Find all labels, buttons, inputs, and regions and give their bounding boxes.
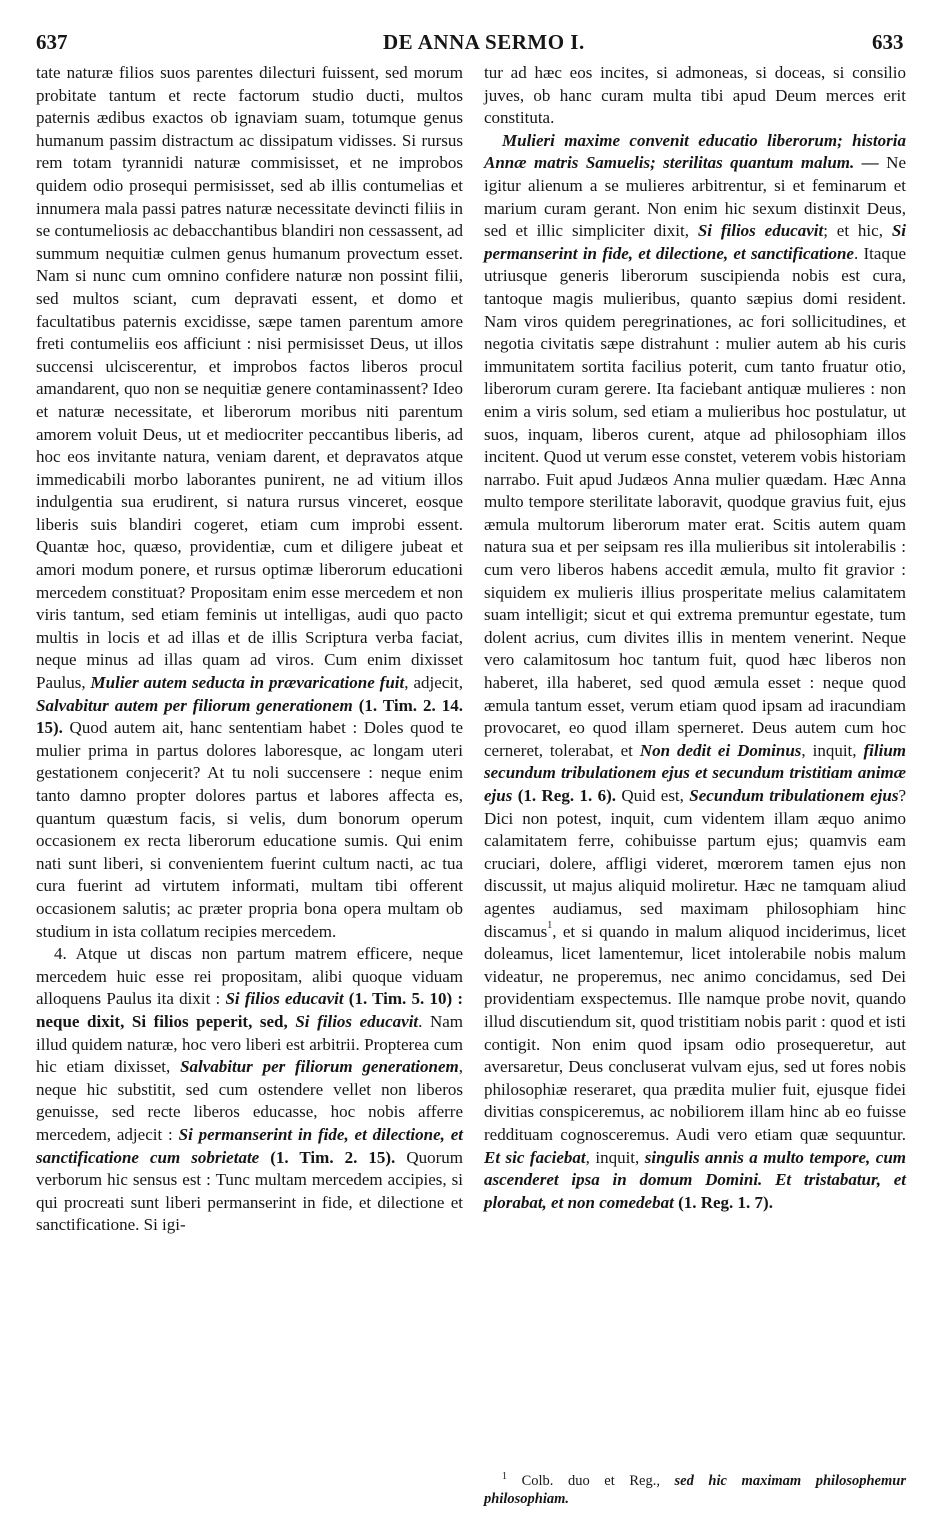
section-paragraph: Mulieri maxime convenit educatio liberorum; historia Annæ matris Samuelis; sterilitas quantum malum. — Ne igitur alienum a se mulieres arbitrentur, si et feminarum et marium curam gerant. Non enim hic sexum distinxit Deus, sed et illic simpliciter dixit, Si filios educavit; et hic, Si permanserint in fide, et dilectione, et sanctificatione. Itaque utriusque generis liberorum suscipienda nobis est cura, tantoque magis mulieribus, quanto sæpius domi resident. Nam viros quidem peregrinationes, ac fori sollicitudines, et negotia civitatis sæpe distrahunt : mulier autem ab his curis immunitatem sortita facilius poterit, cum tanto fruatur otio, liberorum curam gerere. Ita faciebant antiquæ mulieres : non enim a viris solum, sed etiam a mulieribus hoc postulatur, ut suos, inquam, liberos curent, atque ad philosophiam illos incitent. Quod ut verum esse constet, veterem vobis historiam narrabo. Fuit apud Judæos Anna mulier quædam. Hæc Anna multo tempore sterilitate laboravit, quodque gravius fuit, ejus æmula multorum liberorum mater erat. Scitis autem quam natura sua et per seipsam res illa mulieribus sit intolerabilis : cum vero liberos habens accedit æmula, multo fit gravior : siquidem ex mulieris illius prosperitate melius calamitatem suam intelligit; sicut et qui extrema premuntur egestate, tum dolent acrius, cum divites illis in mentem venerint. Neque vero calamitosum hoc tantum fuit, quod hæc liberos non haberet, illa haberet, sed quod æmula esset : neque quod æmula tantum esset, verum etiam quod ipsam ad iracundiam provocaret, eo quod illam sperneret. Deus autem cum hoc cerneret, tolerabat, et Non dedit ei Dominus, inquit, filium secundum tribulationem ejus et secundum tristitiam animæ ejus (1. Reg. 1. 6). Quid est, Secundum tribulationem ejus? Dici non potest, inquit, cum videntem illam æquo animo calamitatem ferre, cohibuisse partum ejus; quamvis eam cruciari, dolere, affligi videret, mœrorem tamen ejus non discussit, ut majus aliquid moliretur. Hæc ne tamquam aliud agentes audiamus, sed maximam philosophiam hinc discamus$^1$, et si quando in malum aliquod inciderimus, licet doleamus, licet lamentemur, licet intolerabile nobis malum videatur, ne properemus, nec animo concidamus, sed Dei providentiam exspectemus. Ille namque probe novit, quando illud discutiendum sit, quod tristitiam nobis parit : quod et isti contigit. Non enim quod ipsam odio prosequeretur, aut aversaretur, Deus concluserat vulvam ejus, sed ut fores nobis philosophiæ reseraret, qua prædita mulier fuit, ejusque fidei divitias conspiceremus, ac nobiliorem illam hinc ab eo fuisse reddituam cognosceremus. Audi vero etiam quæ sequuntur. Et sic faciebat, inquit, singulis annis a multo tempore, cum ascenderet ipsa in domum Domini. Et tristabatur, et plorabat, et non comedebat (1. Reg. 1. 7).: [484, 130, 906, 1212]
page-number-left: 637: [36, 30, 68, 54]
section-heading: Mulieri maxime convenit educatio liberorum; historia Annæ matris Samuelis; sterilitas quantum malum. —: [484, 130, 906, 173]
paragraph-numbered: 4. Atque ut discas non partum matrem efficere, neque mercedem huic esse rei propositam, alibi quoque viduam alloquens Paulus ita dixit : Si filios educavit (1. Tim. 5. 10) : neque dixit, Si filios peperit, sed, Si filios educavit. Nam illud quidem naturæ, hoc vero liberi est arbitrii. Propterea cum hic etiam dixisset, Salvabitur per filiorum generationem, neque hic substitit, sed cum ostendere vellet non liberos genuisse, sed recte liberos educasse, hoc nobis afferre mercedem, adjecit : Si permanserint in fide, et dilectione, et sanctificatione cum sobrietate (1. Tim. 2. 15). Quorum verborum hic sensus est : Tunc multam mercedem accipies, si qui procreati sunt liberi permanserint in fide, et dilectione et sanctificatione. Si igi-: [36, 944, 464, 1235]
running-title: DE ANNA SERMO I.: [383, 30, 585, 54]
footnote-marker: 1: [547, 919, 553, 931]
footnote: $^1$ Colb. duo et Reg., sed hic maximam philosophemur philosophiam.: [484, 1471, 906, 1507]
page-number-right: 633: [872, 30, 904, 54]
paragraph: tur ad hæc eos incites, si admoneas, si doceas, si consilio juves, ob hanc curam multa tibi apud Deum merces erit constituta.: [484, 63, 906, 128]
paragraph: tate naturæ filios suos parentes dilecturi fuissent, sed morum probitate tantum et recte factorum studio ducti, multos paternis ædibus exactos ob ignaviam suam, totumque genus humanum passim distractum ac dissipatum vidisses. Si rursus rem totam tyrannidi naturæ commisisset, et ne improbos quidem odio prosequi permisisset, sed ab illis contumelias et innumera mala passi patres naturæ necessitate devincti filiis in se contumeliosis ac debacchantibus blandiri non cessassent, ad summum nequitiæ culmen genus humanum provectum esset. Nam si nunc cum omnino confidere naturæ non possint filii, sed multos sciant, cum depravati essent, et domo et facultatibus paternis excidisse, sæpe tamen parentum amore freti contumeliis eos afficiunt : nisi permisisset Deus, ut illos succensi ulciscerentur, et improbos factos liberos procul amandarent, quo non se nequitiæ genere contaminassent? Ideo et naturæ necessitate, et liberorum moribus niti parentum amorem voluit Deus, ut et mediocriter peccantibus liberis, ad hoc eos invitante natura, veniam darent, et depravatos atque immedicabili morbo laborantes punirent, ne ad vitium illos indulgentia sua erudirent, si natura rursus vinceret, eosque liberis suis blandiri cogeret, etiam cum improbi essent. Quantæ hoc, quæso, providentiæ, cum et diligere jubeat et amori modum ponere, et rursus optimæ liberorum educationi mercedem constituat? Propositam enim esse mercedem et non viris tantum, sed etiam feminis ut intelligas, audi quo pacto multis in locis et ad illas et de illis Scriptura verba faciat, neque minus ad illas quam ad viros. Cum enim dixisset Paulus, Mulier autem seducta in prævaricatione fuit, adjecit, Salvabitur autem per filiorum generationem (1. Tim. 2. 14. 15). Quod autem ait, hanc sententiam habet : Doles quod te mulier prima in partus dolores laboresque, ac longam uteri gestationem conjecerit? At tu noli succensere : neque enim tanto damno propter dolores partus et labores affecta es, quantum quæstum facis, si velis, dum bonorum operum occasionem ex recta liberorum educatione sumis. Qui enim nati sunt liberi, si convenientem fuerint cultum nacti, ac tua cura fuerint ad virtutem informati, multam tibi offerent occasionem salutis; ac præter propria bona opera multam ob studium in ista collatum recipies mercedem.: [36, 63, 463, 941]
left-column: [36, 62, 463, 1237]
right-column: [484, 62, 906, 1214]
running-header: [0, 0, 946, 58]
